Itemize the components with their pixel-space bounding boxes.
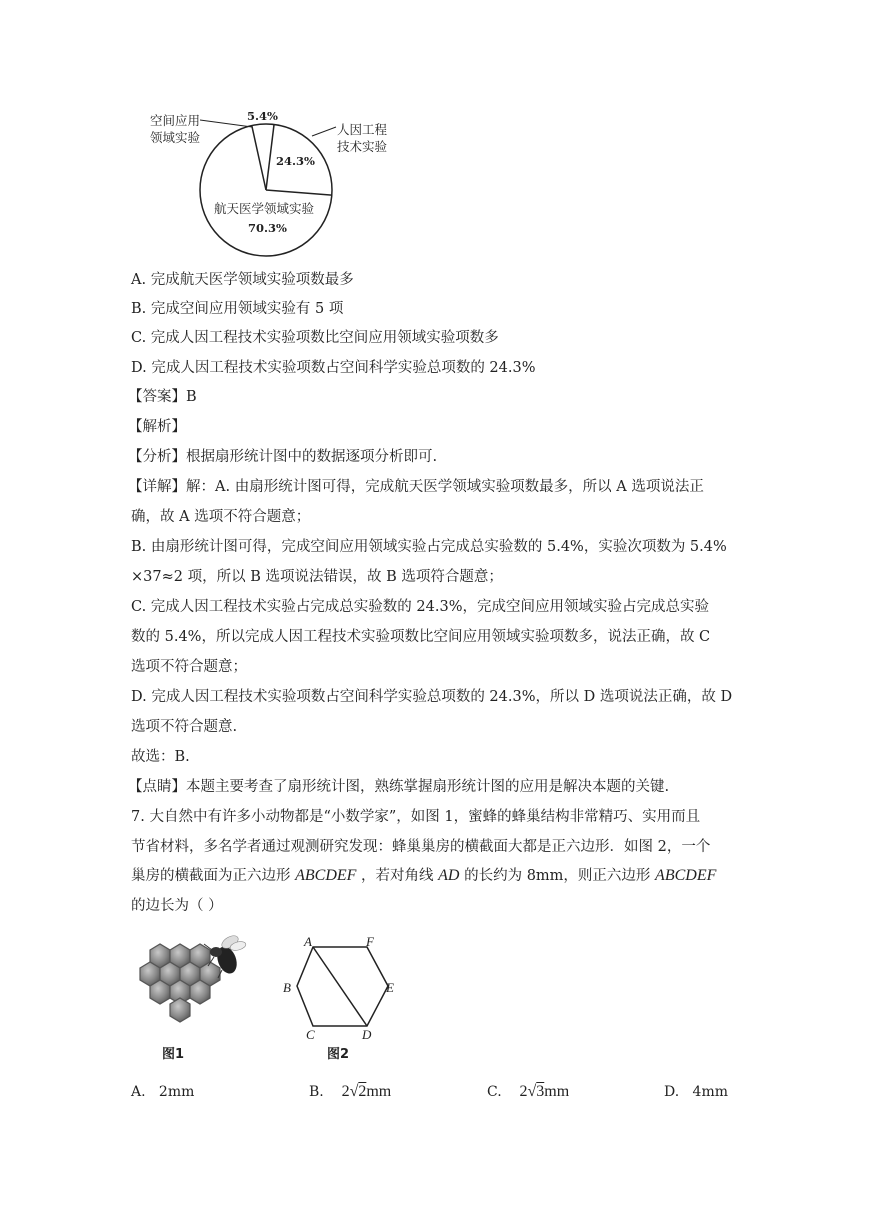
q7-line-2: 节省材料，多名学者通过观测研究发现：蜂巢巢房的横截面大都是正六边形．如图 2，一个 [131, 839, 711, 855]
analysis-line: 选项不符合题意； [131, 659, 247, 675]
q7-option-d [664, 1082, 728, 1102]
option-letter: C. [487, 1084, 502, 1100]
coef: 2 [519, 1083, 528, 1100]
figure-1-caption: 图1 [162, 1047, 185, 1062]
value-label-med: 70.3% [248, 221, 287, 235]
sqrt-icon: √ [349, 1083, 359, 1100]
analysis-line: 【点睛】本题主要考查了扇形统计图，熟练掌握扇形统计图的应用是解决本题的关键. [128, 779, 670, 795]
analysis-line: B. 由扇形统计图可得，完成空间应用领域实验占完成总实验数的 5.4%，实验次项数为 5.4% [131, 539, 727, 555]
q7-text: ，若对角线 [361, 868, 434, 884]
q7-line-3 [131, 866, 716, 886]
q7-line-4: 的边长为（ ） [131, 898, 223, 914]
vertex-label-b: B [283, 980, 291, 995]
radicand: 2 [358, 1083, 367, 1100]
analysis-line: 数的 5.4%，所以完成人因工程技术实验项数比空间应用领域实验项数多，说法正确，故 C [131, 629, 711, 645]
label-human-2: 技术实验 [337, 139, 388, 154]
q7-option-b [309, 1082, 391, 1102]
vertex-label-c: C [306, 1027, 315, 1042]
analysis-line: C. 完成人因工程技术实验占完成总实验数的 24.3%，完成空间应用领域实验占完成总实验 [131, 599, 709, 615]
analysis-line: 确，故 A 选项不符合题意； [131, 509, 311, 525]
radicand: 3 [536, 1083, 545, 1100]
q6-option-d: D. 完成人因工程技术实验项数占空间科学实验总项数的 24.3% [131, 360, 536, 376]
leader-line-space [200, 120, 252, 127]
option-value: 2mm [158, 1084, 195, 1100]
unit: mm [366, 1083, 392, 1100]
vertex-label-f: F [366, 934, 374, 949]
analysis-line: 故选：B. [131, 749, 190, 765]
math-hexagon-name: ABCDEF [655, 867, 717, 884]
q7-line-1: 7. 大自然中有许多小动物都是“小数学家”，如图 1，蜜蜂的蜂巢结构非常精巧、实用而且 [131, 809, 701, 825]
analysis-line: 【详解】解：A. 由扇形统计图可得，完成航天医学领域实验项数最多，所以 A 选项说法正 [128, 479, 704, 495]
figure-1-honeycomb [130, 930, 250, 1030]
value-label-space: 5.4% [247, 109, 278, 123]
q7-option-a [131, 1082, 194, 1102]
q6-option-a: A. 完成航天医学领域实验项数最多 [131, 272, 354, 288]
q7-text: 的长约为 8mm，则正六边形 [464, 868, 651, 884]
option-value [342, 1083, 392, 1100]
label-space-2: 领域实验 [150, 130, 201, 145]
value-label-human: 24.3% [276, 154, 315, 168]
vertex-label-a: A [304, 934, 312, 949]
leader-line-human [312, 127, 336, 136]
q6-option-b: B. 完成空间应用领域实验有 5 项 [131, 301, 344, 317]
option-letter: B. [309, 1084, 324, 1100]
sqrt-icon: √ [527, 1083, 537, 1100]
analysis-line: ×37≈2 项，所以 B 选项说法错误，故 B 选项符合题意； [131, 569, 503, 585]
option-letter: D. [664, 1084, 680, 1100]
figure-2-caption: 图2 [327, 1047, 350, 1062]
coef: 2 [341, 1083, 350, 1100]
q6-analysis-heading: 【解析】 [128, 419, 186, 435]
label-space-1: 空间应用 [150, 113, 201, 128]
option-letter: A. [131, 1084, 146, 1100]
analysis-line: 选项不符合题意. [131, 719, 238, 735]
label-human-1: 人因工程 [337, 122, 388, 137]
option-value [519, 1083, 569, 1100]
unit: mm [544, 1083, 570, 1100]
vertex-label-d: D [362, 1027, 372, 1042]
analysis-line: 【分析】根据扇形统计图中的数据逐项分析即可. [128, 449, 438, 465]
q6-answer: 【答案】B [128, 389, 197, 405]
math-diagonal-name: AD [438, 867, 460, 884]
honeycomb-image [130, 930, 250, 1030]
label-med: 航天医学领域实验 [214, 201, 315, 216]
math-hexagon-name: ABCDEF [295, 867, 357, 884]
q7-option-c [487, 1082, 569, 1102]
option-value: 4mm [692, 1084, 729, 1100]
q6-option-c: C. 完成人因工程技术实验项数比空间应用领域实验项数多 [131, 330, 499, 346]
analysis-line: D. 完成人因工程技术实验项数占空间科学实验总项数的 24.3%，所以 D 选项说法正确，故 D [131, 689, 733, 705]
q7-text: 巢房的横截面为正六边形 [131, 868, 291, 884]
vertex-label-e: E [386, 980, 394, 995]
